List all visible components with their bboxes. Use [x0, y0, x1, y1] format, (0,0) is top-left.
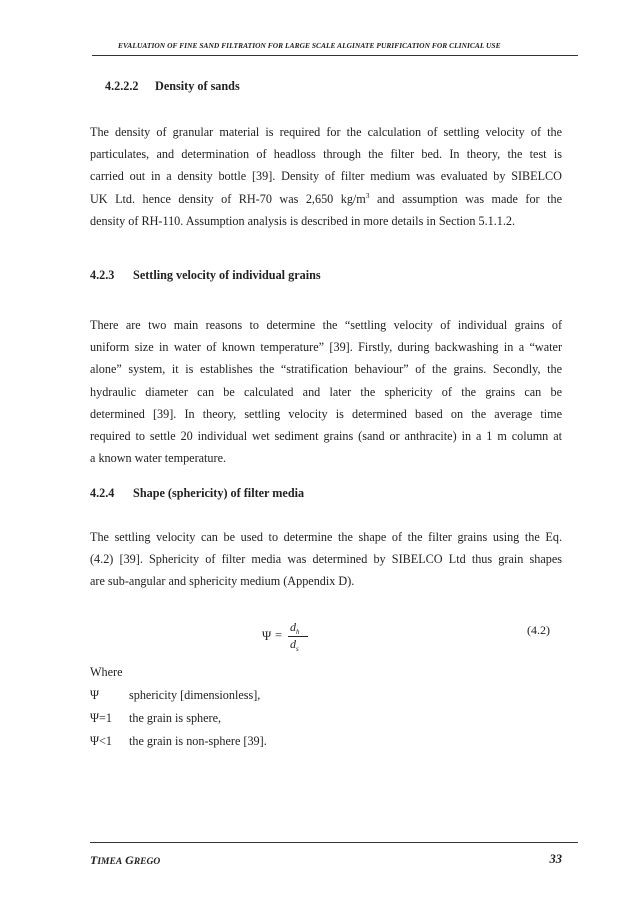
running-header: EVALUATION OF FINE SAND FILTRATION FOR LARGE SCALE ALGINATE PURIFICATION FOR CLINICAL USE — [118, 41, 501, 50]
equation-equals: = — [275, 628, 283, 642]
equation-label: (4.2) — [527, 623, 550, 637]
section-title: Density of sands — [155, 79, 240, 93]
text-line: required to settle 20 individual wet sediment grains (sand or anthracite) in a 1 m column at — [90, 429, 562, 444]
definition-row — [90, 734, 267, 749]
definition-row — [90, 711, 221, 726]
text-line: uniform size in water of known temperature” [39]. Firstly, during backwashing in a “water — [90, 340, 562, 355]
superscript: 3 — [365, 190, 370, 200]
numerator-subscript: h — [296, 628, 300, 636]
where-label: Where — [90, 665, 123, 679]
definition-row — [90, 688, 260, 703]
text-fragment: and assumption was made for the — [369, 191, 562, 206]
definition-symbol: Ψ=1 — [90, 711, 112, 725]
definition-symbol: Ψ<1 — [90, 734, 112, 748]
author-last-rest: REGO — [133, 857, 161, 867]
text-line: alone” system, it is establishes the “stratification behaviour” of the grains. Secondly, the — [90, 362, 562, 377]
text-line: (4.2) [39]. Sphericity of filter media was determined by SIBELCO Ltd thus grain shapes — [90, 552, 562, 567]
equation-denominator — [290, 637, 299, 653]
text-line: a known water temperature. — [90, 451, 227, 466]
equation-numerator — [290, 620, 300, 636]
denominator-subscript: s — [296, 645, 299, 653]
section-heading-sphericity — [90, 486, 304, 501]
definition-text: the grain is sphere, — [129, 711, 222, 725]
text-line: determined [39]. In theory, settling velocity is determined based on the average time — [90, 406, 562, 421]
equation-4-2 — [262, 620, 322, 660]
section-number: 4.2.3 — [90, 268, 115, 282]
section-title: Shape (sphericity) of filter media — [133, 486, 305, 500]
paragraph-sphericity — [90, 526, 562, 593]
text-line-with-superscript — [90, 188, 562, 210]
section-title: Settling velocity of individual grains — [133, 268, 321, 282]
definition-text: the grain is non-sphere [39]. — [129, 734, 267, 748]
text-line: The density of granular material is required for the calculation of settling velocity of the — [90, 125, 562, 139]
numerator-symbol: d — [290, 620, 296, 634]
text-line: The settling velocity can be used to determine the shape of the filter grains using the Eq. — [90, 530, 562, 544]
text-line: are sub-angular and sphericity medium (Appendix D). — [90, 574, 355, 589]
section-number: 4.2.2.2 — [105, 79, 139, 93]
section-heading-settling-velocity — [90, 268, 321, 283]
author-first-rest: IMEA — [97, 857, 123, 867]
text-line: particulates, and determination of headloss through the filter bed. In theory, the test is — [90, 147, 562, 162]
text-line: hydraulic diameter can be calculated and later the sphericity of the grains can be — [90, 384, 562, 399]
text-fragment: UK Ltd. hence density of RH-70 was 2,650 kg/m — [90, 191, 366, 206]
section-number: 4.2.4 — [90, 486, 115, 500]
paragraph-settling-velocity — [90, 314, 562, 469]
text-line: density of RH-110. Assumption analysis is described in more details in Section 5.1.1.2. — [90, 213, 516, 228]
equation-lhs: Ψ — [262, 629, 272, 643]
text-line: There are two main reasons to determine the “settling velocity of individual grains of — [90, 318, 562, 332]
footer-rule — [90, 842, 578, 843]
author-initial: T — [90, 853, 98, 867]
header-rule — [92, 55, 578, 56]
section-heading-density — [105, 79, 240, 94]
denominator-symbol: d — [290, 637, 296, 651]
definition-text: sphericity [dimensionless], — [129, 688, 261, 702]
text-line: carried out in a density bottle [39]. Density of filter medium was evaluated by SIBELCO — [90, 169, 562, 184]
footer-author — [90, 853, 160, 868]
author-initial: G — [125, 853, 134, 867]
paragraph-density — [90, 121, 562, 232]
definition-symbol: Ψ — [90, 688, 99, 702]
page-number: 33 — [549, 852, 562, 866]
